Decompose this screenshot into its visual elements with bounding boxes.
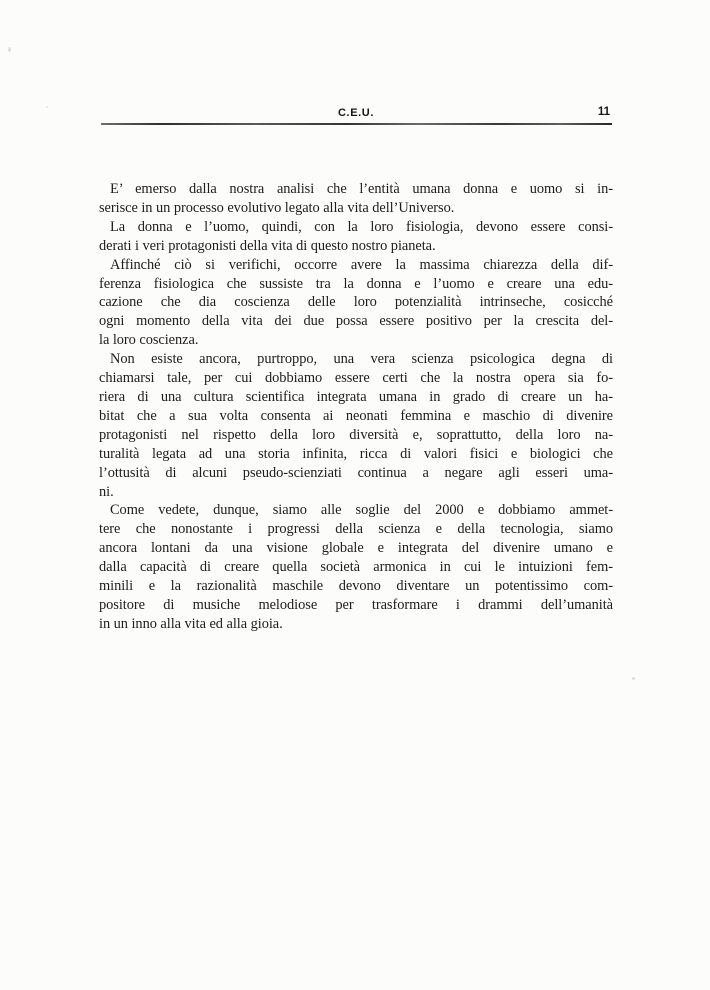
paragraph [99,218,613,256]
text-line: la loro coscienza. [99,332,199,349]
text-line: in un inno alla vita ed alla gioia. [99,615,283,632]
text-line: Non esiste ancora, purtroppo, una vera scienza psicologica degna di [110,351,613,368]
page-header [99,107,613,121]
text-line: chiamarsi tale, per cui dobbiamo essere certi che la nostra opera sia fo- [99,370,613,387]
text-line: l’ottusità di alcuni pseudo-scienziati continua a negare agli esseri uma- [99,464,613,481]
running-header-title: C.E.U. [338,107,374,119]
paragraph [99,256,613,351]
scan-speck [632,677,635,680]
text-line: ferenza fisiologica che sussiste tra la donna e l’uomo e creare una edu- [99,275,613,292]
text-line: bitat che a sua volta consenta ai neonati femmina e maschio di divenire [99,407,613,424]
paragraph [99,350,613,501]
paragraph [99,501,613,633]
paragraph [99,180,613,218]
text-line: derati i veri protagonisti della vita di questo nostro pianeta. [99,237,436,254]
text-line: tere che nonostante i progressi della scienza e della tecnologia, siamo [99,521,613,538]
text-line: E’ emerso dalla nostra analisi che l’entità umana donna e uomo si in- [110,181,613,197]
text-line: Come vedete, dunque, siamo alle soglie del 2000 e dobbiamo ammet- [110,502,613,519]
text-line: turalità legata ad una storia infinita, ricca di valori fisici e biologici che [99,445,613,462]
text-line: ogni momento della vita dei due possa essere positivo per la crescita del- [99,313,613,330]
body-text [99,180,613,634]
text-line: ni. [99,483,114,500]
text-line: positore di musiche melodiose per trasformare i drammi dell’umanità [99,596,613,613]
text-line: riera di una cultura scientifica integrata umana in grado di creare un ha- [99,388,613,405]
text-line: cazione che dia coscienza delle loro potenzialità intrinseche, cosicché [99,294,613,311]
text-line: serisce in un processo evolutivo legato alla vita dell’Universo. [99,199,455,216]
text-line: La donna e l’uomo, quindi, con la loro fisiologia, devono essere consi- [110,218,613,235]
scan-speck [46,106,48,108]
header-rule [101,123,612,125]
text-line: Affinché ciò si verifichi, occorre avere la massima chiarezza della dif- [110,256,613,273]
text-line: dalla capacità di creare quella società armonica in cui le intuizioni fem- [99,559,613,576]
page-number: 11 [597,106,610,118]
text-line: minili e la razionalità maschile devono diventare un potentissimo com- [99,578,613,595]
text-line: protagonisti nel rispetto della loro diversità e, soprattutto, della loro na- [99,426,613,443]
text-line: ancora lontani da una visione globale e integrata del divenire umano e [99,540,613,557]
scan-speck [8,47,11,52]
